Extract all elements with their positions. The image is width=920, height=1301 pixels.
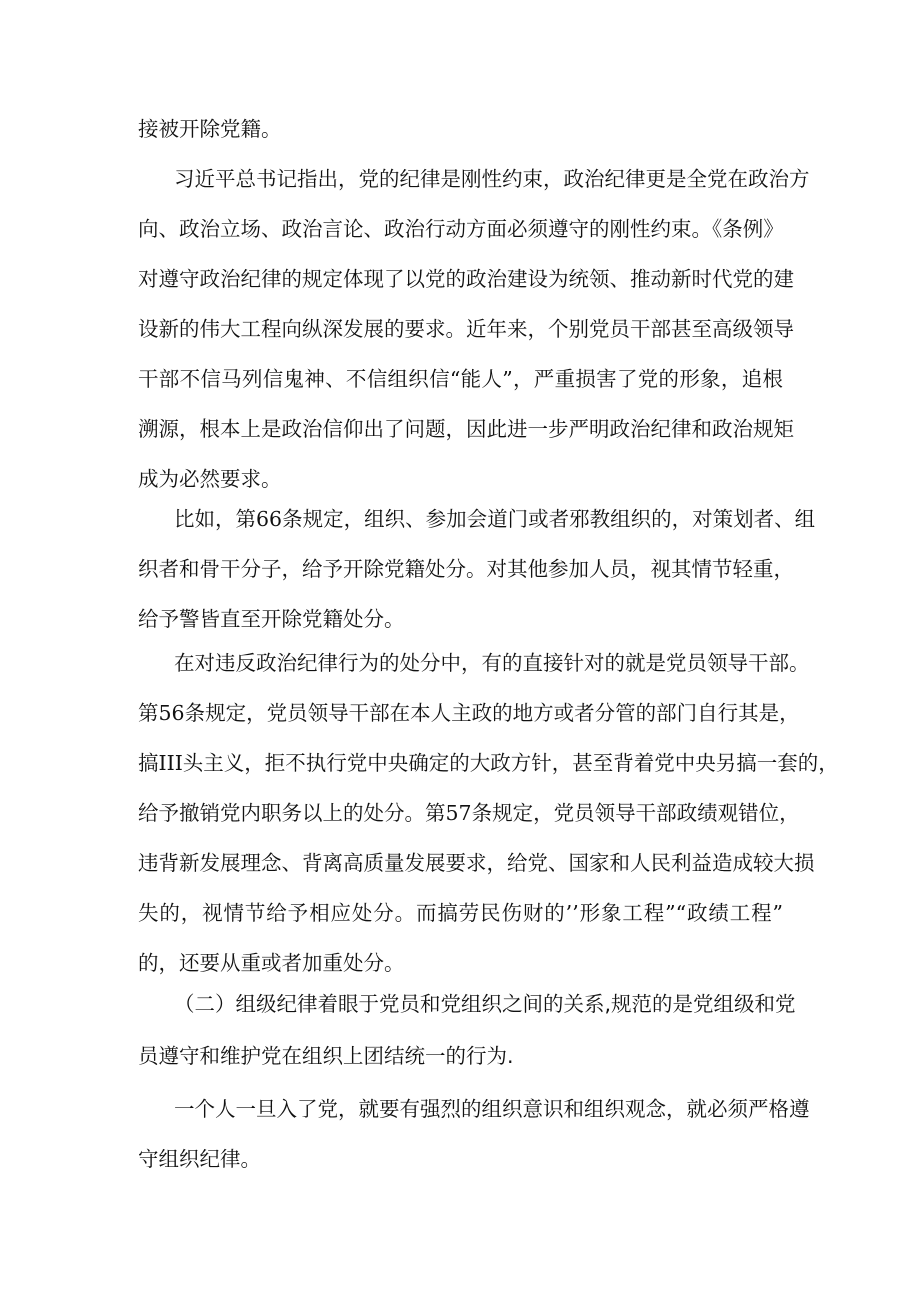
text-line: 第56条规定，党员领导干部在本人主政的地方或者分管的部门自行其是， (138, 701, 800, 725)
paragraph-continuation (138, 104, 783, 154)
text-line: 搞III头主义，拒不执行党中央确定的大政方针，甚至背着党中央另搞一套的， (138, 751, 839, 775)
paragraph-leading-cadres (138, 638, 839, 988)
text-line: 溯源，根本上是政治信仰出了问题，因此进一步严明政治纪律和政治规矩 (138, 417, 794, 441)
text-line: 给予警皆直至开除党籍处分。 (138, 607, 405, 631)
text-line: 设新的伟大工程向纵深发展的要求。近年来，个别党员干部甚至高级领导 (138, 317, 794, 341)
text-line: 的，还要从重或者加重处分。 (138, 951, 405, 975)
text-line: 习近平总书记指出，党的纪律是刚性约束，政治纪律更是全党在政治方 (174, 167, 810, 191)
text-line: 接被开除党籍。 (138, 117, 282, 141)
text-line: 比如，第66条规定，组织、参加会道门或者邪教组织的，对策划者、组 (174, 507, 816, 531)
heading-line: 员遵守和维护党在组织上团结统一的行为. (138, 1044, 514, 1068)
text-line: 失的，视情节给予相应处分。而搞劳民伤财的’’形象工程”“政绩工程” (138, 901, 783, 925)
text-line: 一个人一旦入了党，就要有强烈的组织意识和组织观念，就必须严格遵 (174, 1097, 810, 1121)
text-line: 给予撤销党内职务以上的处分。第57条规定，党员领导干部政绩观错位， (138, 801, 800, 825)
text-line: 守组织纪律。 (138, 1147, 261, 1171)
text-line: 干部不信马列信鬼神、不信组织信“能人”，严重损害了党的形象，追根 (138, 367, 783, 391)
paragraph-article-66 (138, 494, 816, 644)
text-line: 在对违反政治纪律行为的处分中，有的直接针对的就是党员领导干部。 (174, 651, 810, 675)
paragraph-political-discipline (138, 154, 810, 504)
text-line: 向、政治立场、政治言论、政治行动方面必须遵守的刚性约束。《条例》 (138, 217, 784, 241)
text-line: 成为必然要求。 (138, 467, 282, 491)
text-line: 对遵守政治纪律的规定体现了以党的政治建设为统领、推动新时代党的建 (138, 267, 794, 291)
heading-line: （二）组级纪律着眼于党员和党组织之间的关系,规范的是党组级和党 (174, 992, 796, 1016)
paragraph-organizational-discipline (138, 1084, 810, 1184)
text-line: 违背新发展理念、背离高质量发展要求，给党、国家和人民利益造成较大损 (138, 851, 815, 875)
text-line: 织者和骨干分子，给予开除党籍处分。对其他参加人员，视其情节轻重， (138, 557, 794, 581)
section-heading (138, 978, 796, 1082)
